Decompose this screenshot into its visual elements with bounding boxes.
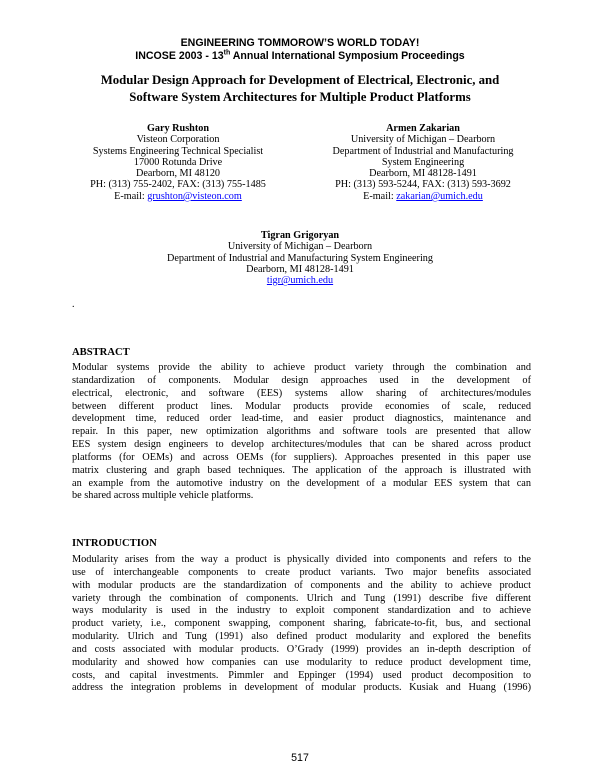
text-line: an example from the automotive industry on the development of a modular EES system that can	[72, 477, 531, 489]
text-line: be shared across multiple vehicle platforms.	[72, 490, 254, 502]
author-name: Gary Rushton	[147, 123, 209, 134]
text-line: Modular systems provide the ability to achieve product variety through the combination and	[72, 362, 531, 373]
author-title: Systems Engineering Technical Specialist	[92, 145, 264, 157]
text-line: modularity and showed how companies can use modularity to reduce product development time,	[72, 656, 531, 668]
stray-dot: .	[72, 299, 75, 310]
email-link[interactable]: grushton@visteon.com	[147, 190, 242, 202]
author-department: Department of Industrial and Manufacturing	[332, 145, 514, 157]
author-name: Armen Zakarian	[386, 123, 460, 134]
text-line: with modular products are the standardization of components and the ability to achieve product	[72, 579, 531, 591]
author-city: Dearborn, MI 48120	[135, 168, 221, 180]
text-line: standardization of components. Modular design approaches used in the development of	[72, 374, 531, 386]
author-city: Dearborn, MI 48128-1491	[369, 168, 477, 180]
text-line: variety through the combination of components. Ulrich and Tung (1991) describe five different	[72, 592, 531, 604]
author-block-zakarian	[305, 123, 541, 202]
text-line: product variety, i.e., component swapping, component sharing, fabricate-to-fit, bus, and sectional	[72, 618, 531, 630]
author-email-line: E-mail: zakarian@umich.edu	[363, 190, 483, 202]
author-phone: PH: (313) 593-5244, FAX: (313) 593-3692	[335, 179, 511, 191]
text-line: development time, reduced order lead-time, and easier product diagnostics, maintenance and	[72, 413, 531, 425]
page-number: 517	[291, 752, 309, 764]
author-email-line	[100, 275, 500, 286]
abstract-heading: ABSTRACT	[72, 347, 130, 358]
author-address: 17000 Rotunda Drive	[133, 156, 223, 168]
text-line: address the integration problems in development of modular products. Kusiak and Huang (1996)	[72, 682, 531, 694]
text-line: repair. In this paper, new optimization algorithms and software tools are presented that allow	[72, 426, 531, 438]
abstract-body	[72, 362, 531, 503]
author-block-rushton	[60, 123, 296, 202]
text-line: EES system design engineers to develop architectures/modules that can be shared across product	[72, 439, 531, 451]
text-line: costs, and capital investments. Pimmler and Eppinger (1994) used product decomposition to	[72, 669, 531, 681]
introduction-body	[72, 554, 531, 695]
email-link[interactable]: tigr@umich.edu	[266, 275, 334, 287]
text-line: Modularity arises from the way a product is physically divided into components and refers to the	[72, 554, 531, 565]
introduction-heading: INTRODUCTION	[72, 538, 157, 549]
email-link[interactable]: zakarian@umich.edu	[396, 190, 483, 202]
text-line: matrix clustering and graph based techniques. The application of the approach is illustrated with	[72, 464, 531, 476]
author-affiliation: Visteon Corporation	[136, 134, 220, 146]
author-department-cont: System Engineering	[381, 156, 465, 168]
title-line-2: Software System Architectures for Multiple Product Platforms	[129, 90, 471, 104]
author-phone: PH: (313) 755-2402, FAX: (313) 755-1485	[90, 179, 266, 191]
paper-title	[0, 72, 600, 106]
conference-header-line2: INCOSE 2003 - 13th Annual International Symposium Proceedings	[135, 49, 465, 62]
text-line: and costs associated with modular products. O’Grady (1999) provides an in-depth description of	[72, 643, 531, 655]
author-affiliation: University of Michigan – Dearborn	[227, 241, 373, 253]
author-affiliation: University of Michigan – Dearborn	[350, 134, 496, 146]
text-line: platforms (for OEMs) and across OEMs (for suppliers). Approaches presented in this paper use	[72, 451, 531, 463]
author-department: Department of Industrial and Manufacturing System Engineering	[167, 252, 433, 264]
author-name: Tigran Grigoryan	[260, 230, 340, 241]
conference-header-line1: ENGINEERING TOMMOROW’S WORLD TODAY!	[180, 37, 420, 49]
author-city: Dearborn, MI 48128-1491	[246, 263, 354, 275]
author-email-line: E-mail: grushton@visteon.com	[114, 190, 242, 202]
text-line: electrical, electronic, and software (EES) systems allow sharing of architectures/modules	[72, 387, 531, 399]
title-line-1: Modular Design Approach for Development of Electrical, Electronic, and	[100, 73, 500, 87]
text-line: ways modularity is used in the industry to exploit component standardization and to achieve	[72, 605, 531, 617]
text-line: modularity. Ulrich and Tung (1991) also defined product modularity and explored the benefits	[72, 631, 531, 643]
author-block-grigoryan	[100, 230, 500, 286]
text-line: use of interchangeable components to create product variants. Two major benefits associated	[72, 566, 531, 578]
text-line: between different product lines. Modular products provide economies of scale, reduced	[72, 400, 531, 412]
